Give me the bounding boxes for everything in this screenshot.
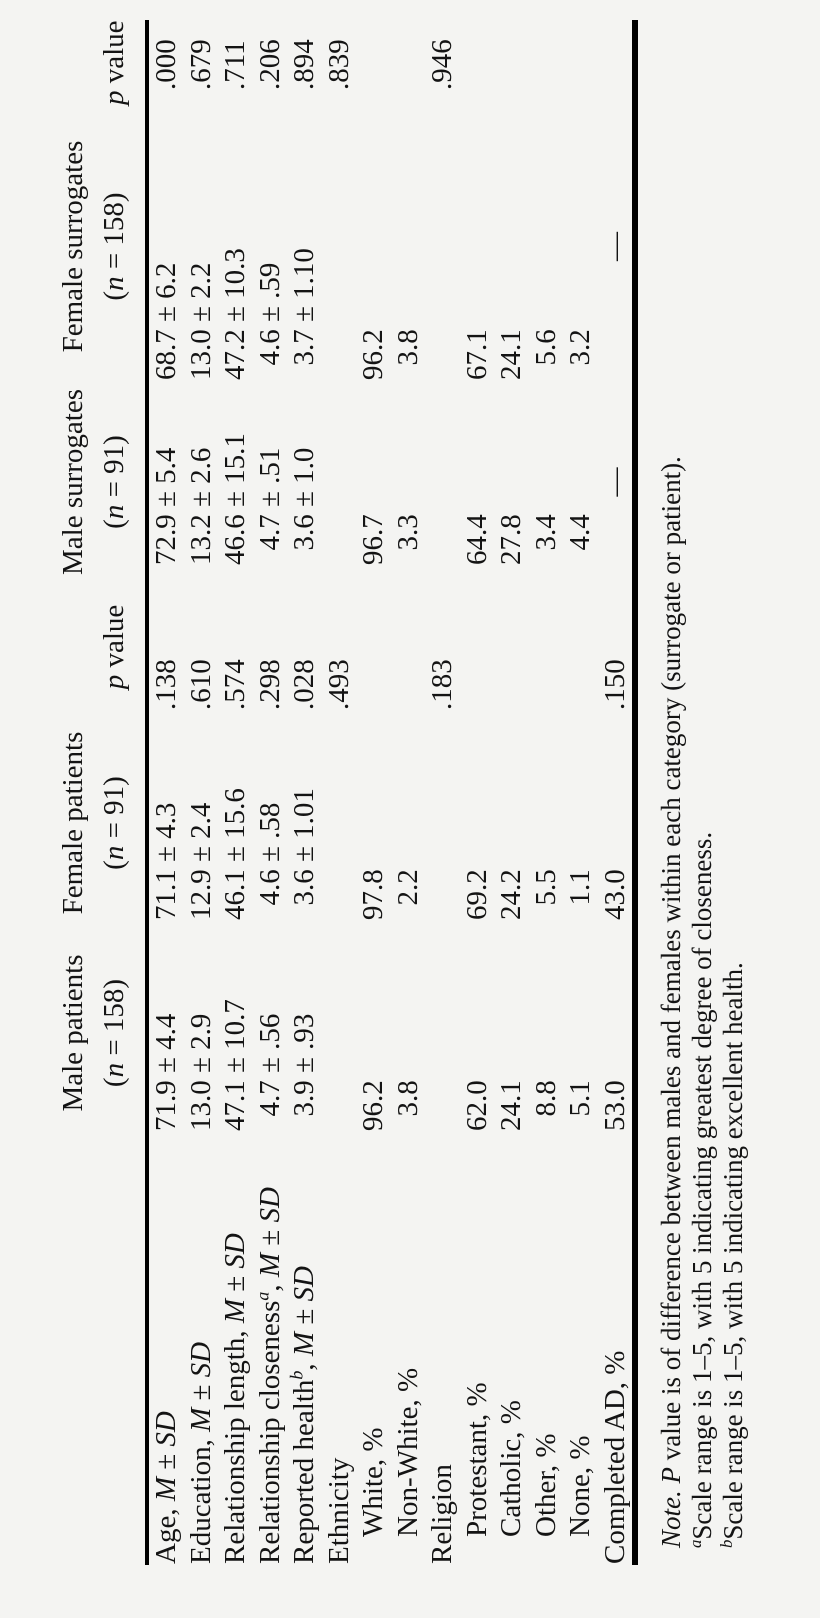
cell-p-value — [356, 576, 391, 718]
cell-value — [425, 105, 460, 388]
cell-p-value: .298 — [253, 659, 286, 710]
table-row-ethnicity — [322, 20, 357, 1565]
table-row-completed-ad — [598, 20, 636, 1565]
col-header-female-patients — [36, 718, 147, 928]
table-row-relationship-closeness — [253, 20, 288, 1565]
cell-p-value: .839 — [322, 39, 355, 90]
cell-value: 4.4 — [564, 514, 596, 551]
table-body — [147, 20, 635, 1565]
cell-value: 27.8 — [495, 514, 527, 565]
cell-value: 68.7 ± 6.2 — [150, 262, 182, 380]
cell-p-value — [529, 576, 564, 718]
cell-p-value: .679 — [184, 39, 217, 90]
cell-value: 62.0 — [460, 1080, 493, 1131]
cell-value — [322, 105, 357, 388]
cell-value: 3.6 ± 1.0 — [288, 447, 320, 551]
cell-value: 3.7 ± 1.10 — [288, 248, 320, 366]
header-row — [36, 20, 147, 1565]
table-row-reported-health — [287, 20, 322, 1565]
cell-value: 3.9 ± .93 — [288, 1013, 320, 1117]
footnote-a: $^a$Scale range is 1–5, with 5 indicating greatest degree of closeness. — [686, 831, 717, 1548]
header-line: p value — [98, 604, 130, 690]
cell-p-value — [494, 20, 529, 105]
cell-value: 24.1 — [495, 1080, 527, 1131]
col-header-male-surrogates — [36, 388, 147, 576]
cell-p-value: .150 — [598, 576, 636, 718]
row-label: Religion — [426, 1464, 458, 1564]
table-row-relationship-length — [218, 20, 253, 1565]
cell-value: 12.9 ± 2.4 — [184, 802, 217, 920]
table-row-education — [184, 20, 219, 1565]
table-row-non-white — [391, 20, 426, 1565]
cell-p-value: .000 — [150, 39, 182, 90]
demographics-table — [36, 20, 638, 1565]
cell-value: 4.7 ± .51 — [253, 447, 286, 551]
cell-value: 96.2 — [357, 329, 389, 380]
cell-value: 97.8 — [357, 869, 389, 920]
cell-p-value — [391, 20, 426, 105]
row-label: White, % — [357, 1427, 389, 1537]
cell-p-value: .138 — [150, 659, 182, 710]
header-line: p value — [98, 20, 130, 105]
cell-p-value — [598, 20, 636, 105]
cell-value: 1.1 — [564, 869, 596, 906]
note-general: Note. P value is of difference between males and females within each category (surrogate or patient). — [656, 456, 686, 1548]
cell-value: 4.6 ± .58 — [253, 802, 286, 906]
row-label: Relationship length, M ± SD — [219, 1233, 251, 1564]
cell-p-value: .946 — [426, 39, 458, 90]
row-label: Completed AD, % — [598, 1138, 636, 1565]
cell-p-value — [529, 20, 564, 105]
header-line: Male surrogates — [57, 388, 89, 576]
cell-p-value: .711 — [219, 40, 251, 90]
cell-value: 47.2 ± 10.3 — [219, 248, 251, 380]
cell-p-value: .493 — [322, 659, 355, 710]
col-header-p-value-patients — [36, 576, 147, 718]
col-header-male-patients — [36, 928, 147, 1138]
cell-p-value — [460, 20, 495, 105]
cell-p-value: .028 — [288, 659, 320, 710]
table-row-religion — [425, 20, 460, 1565]
table-header — [36, 20, 147, 1565]
cell-value: 13.0 ± 2.2 — [184, 262, 217, 380]
cell-value: 5.6 — [529, 329, 562, 366]
cell-value: 72.9 ± 5.4 — [150, 447, 182, 565]
table-row-age — [147, 20, 184, 1565]
cell-value: 3.8 — [391, 329, 424, 366]
header-n-count: (n = 158) — [98, 192, 130, 301]
cell-p-value: .610 — [184, 659, 217, 710]
cell-value — [322, 388, 357, 576]
row-label: Non-White, % — [391, 1367, 424, 1537]
row-label: Catholic, % — [495, 1400, 527, 1537]
row-label: Relationship closeness$^a$, M ± SD — [251, 1187, 286, 1564]
cell-value: 64.4 — [460, 514, 493, 565]
cell-value: 3.6 ± 1.01 — [288, 788, 320, 906]
cell-value: 13.0 ± 2.9 — [184, 1013, 217, 1131]
row-label: Education, M ± SD — [184, 1341, 217, 1564]
row-label: Age, M ± SD — [150, 1411, 182, 1564]
header-line: Male patients — [57, 954, 89, 1112]
row-label: None, % — [564, 1435, 596, 1537]
col-header-female-surrogates — [36, 105, 147, 388]
cell-value: 3.2 — [564, 329, 596, 366]
cell-value — [322, 928, 357, 1138]
header-n-count: (n = 91) — [98, 435, 130, 529]
cell-value: 96.2 — [357, 1080, 389, 1131]
table-row-none — [563, 20, 598, 1565]
footnote-b: $^b$Scale range is 1–5, with 5 indicating excellent health. — [717, 962, 748, 1548]
cell-p-value — [494, 576, 529, 718]
table-notes — [656, 0, 749, 1548]
cell-value: 5.5 — [529, 869, 562, 906]
cell-value: 47.1 ± 10.7 — [219, 999, 251, 1131]
header-n-count: (n = 158) — [98, 978, 130, 1088]
cell-value: 71.9 ± 4.4 — [150, 1013, 182, 1131]
header-line: Female patients — [57, 731, 89, 915]
cell-value: 3.4 — [529, 514, 562, 551]
cell-value — [322, 718, 357, 928]
cell-value: 24.1 — [495, 329, 527, 380]
row-label: Protestant, % — [460, 1382, 493, 1537]
cell-p-value — [460, 576, 495, 718]
row-label: Ethnicity — [322, 1457, 355, 1564]
table-row-protestant — [460, 20, 495, 1565]
cell-p-value: .574 — [219, 659, 251, 710]
cell-p-value — [356, 20, 391, 105]
cell-value: 4.7 ± .56 — [253, 1013, 286, 1117]
row-label: Other, % — [529, 1433, 562, 1537]
cell-value: 46.6 ± 15.1 — [219, 433, 251, 565]
cell-dash: — — [598, 388, 636, 576]
cell-value: 46.1 ± 15.6 — [219, 788, 251, 920]
cell-value: 24.2 — [495, 869, 527, 920]
cell-value — [425, 718, 460, 928]
cell-value: 69.2 — [460, 869, 493, 920]
cell-value — [425, 928, 460, 1138]
cell-dash: — — [598, 105, 636, 388]
cell-value: 2.2 — [391, 869, 424, 906]
table-row-catholic — [494, 20, 529, 1565]
table-row-white — [356, 20, 391, 1565]
cell-value — [425, 388, 460, 576]
cell-p-value — [563, 20, 598, 105]
cell-value: 5.1 — [564, 1080, 596, 1117]
col-header-p-value-surrogates — [36, 20, 147, 105]
header-n-count: (n = 91) — [98, 776, 130, 870]
cell-p-value — [391, 576, 426, 718]
col-header-stub — [36, 1138, 147, 1565]
cell-value: 96.7 — [357, 514, 389, 565]
cell-value: 4.6 ± .59 — [253, 262, 286, 366]
cell-value: 8.8 — [529, 1080, 562, 1117]
cell-p-value: .206 — [253, 39, 286, 90]
cell-p-value: .183 — [426, 659, 458, 710]
cell-value: 3.3 — [391, 514, 424, 551]
cell-value: 71.1 ± 4.3 — [150, 802, 182, 920]
cell-value: 3.8 — [391, 1080, 424, 1117]
cell-value: 13.2 ± 2.6 — [184, 447, 217, 565]
cell-value: 53.0 — [598, 928, 636, 1138]
cell-value: 43.0 — [598, 718, 636, 928]
cell-value: 67.1 — [460, 329, 493, 380]
row-label: Reported health$^b$, M ± SD — [286, 1266, 320, 1564]
cell-p-value: .894 — [288, 39, 320, 90]
header-line: Female surrogates — [57, 140, 89, 353]
cell-p-value — [563, 576, 598, 718]
table-row-other — [529, 20, 564, 1565]
